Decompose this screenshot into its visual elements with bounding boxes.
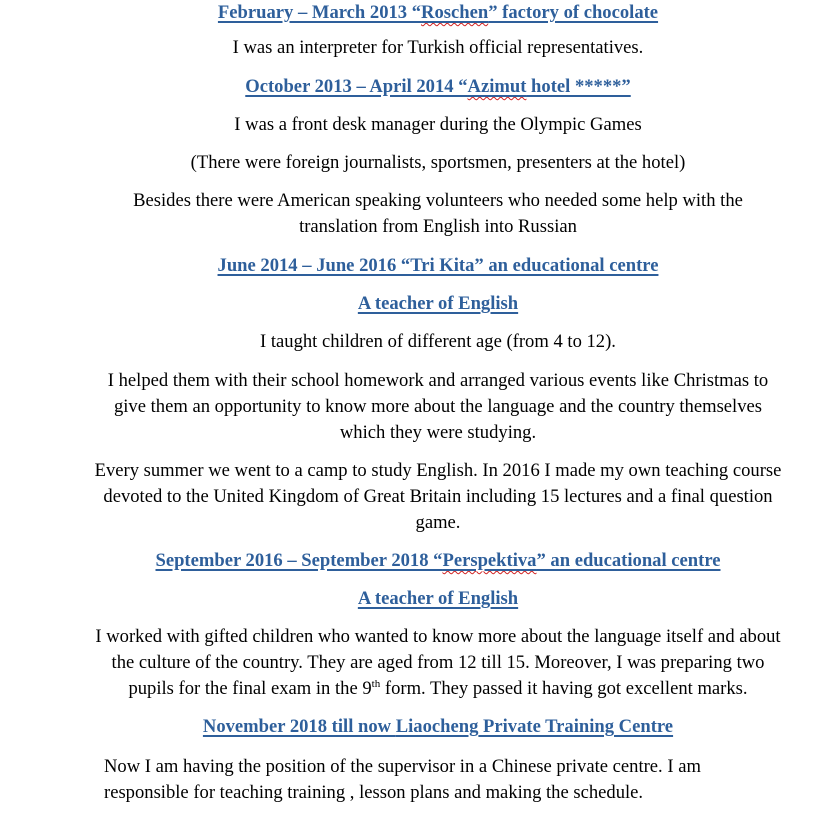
job-3-line-2: I helped them with their school homework and arranged various events like Christmas to — [107, 370, 769, 391]
spellcheck-mark: Roschen — [421, 2, 489, 23]
job-1-heading: February – March 2013 “Roschen” factory of chocolate — [217, 2, 659, 23]
ordinal-suffix: th — [371, 677, 381, 690]
job-2-line-1: I was a front desk manager during the Olympic Games — [234, 114, 642, 135]
spellcheck-mark: Perspektiva — [442, 550, 537, 571]
job-3-subheading: A teacher of English — [357, 293, 519, 314]
job-4-heading: September 2016 – September 2018 “Perspektiva” an educational centre — [155, 550, 721, 571]
job-4-line-2: the culture of the country. They are aged from 12 till 15. Moreover, I was preparing two — [111, 652, 765, 673]
job-3-heading: June 2014 – June 2016 “Tri Kita” an educational centre — [217, 255, 659, 276]
job-2-line-4: translation from English into Russian — [299, 216, 577, 237]
job-4-heading-text: September 2016 – September 2018 “ — [155, 550, 443, 571]
job-3-line-1: I taught children of different age (from 4 to 12). — [260, 331, 616, 352]
job-2-heading-text: October 2013 – April 2014 “ — [245, 76, 468, 97]
job-1-description: I was an interpreter for Turkish official representatives. — [232, 37, 644, 58]
job-5-line-2: responsible for teaching training , lesson plans and making the schedule. — [104, 782, 644, 803]
job-4-subheading: A teacher of English — [357, 588, 519, 609]
job-4-line-3: pupils for the final exam in the 9th form. They passed it having got excellent marks. — [128, 677, 748, 699]
job-4-line-1: I worked with gifted children who wanted to know more about the language itself and about — [95, 626, 781, 647]
job-2-line-3: Besides there were American speaking volunteers who needed some help with the — [133, 190, 743, 211]
job-3-line-5: Every summer we went to a camp to study English. In 2016 I made my own teaching course — [94, 460, 782, 481]
job-5-line-1: Now I am having the position of the supervisor in a Chinese private centre. I am — [104, 756, 701, 777]
job-3-line-3: give them an opportunity to know more about the language and the country themselves — [113, 396, 763, 417]
job-5-heading-text: November 2018 till now — [202, 716, 396, 737]
job-3-line-7: game. — [415, 512, 461, 533]
job-3-line-4: which they were studying. — [339, 422, 537, 443]
job-3-line-6: devoted to the United Kingdom of Great Britain including 15 lectures and a final question — [103, 486, 773, 507]
job-2-heading: October 2013 – April 2014 “Azimut hotel *****” — [245, 76, 631, 97]
job-5-heading: November 2018 till now Liaocheng Private Training Centre — [202, 716, 674, 737]
job-1-heading-text: February – March 2013 “ — [217, 2, 422, 23]
job-2-line-2: (There were foreign journalists, sportsmen, presenters at the hotel) — [190, 152, 686, 173]
spellcheck-mark: Azimut — [467, 76, 527, 97]
